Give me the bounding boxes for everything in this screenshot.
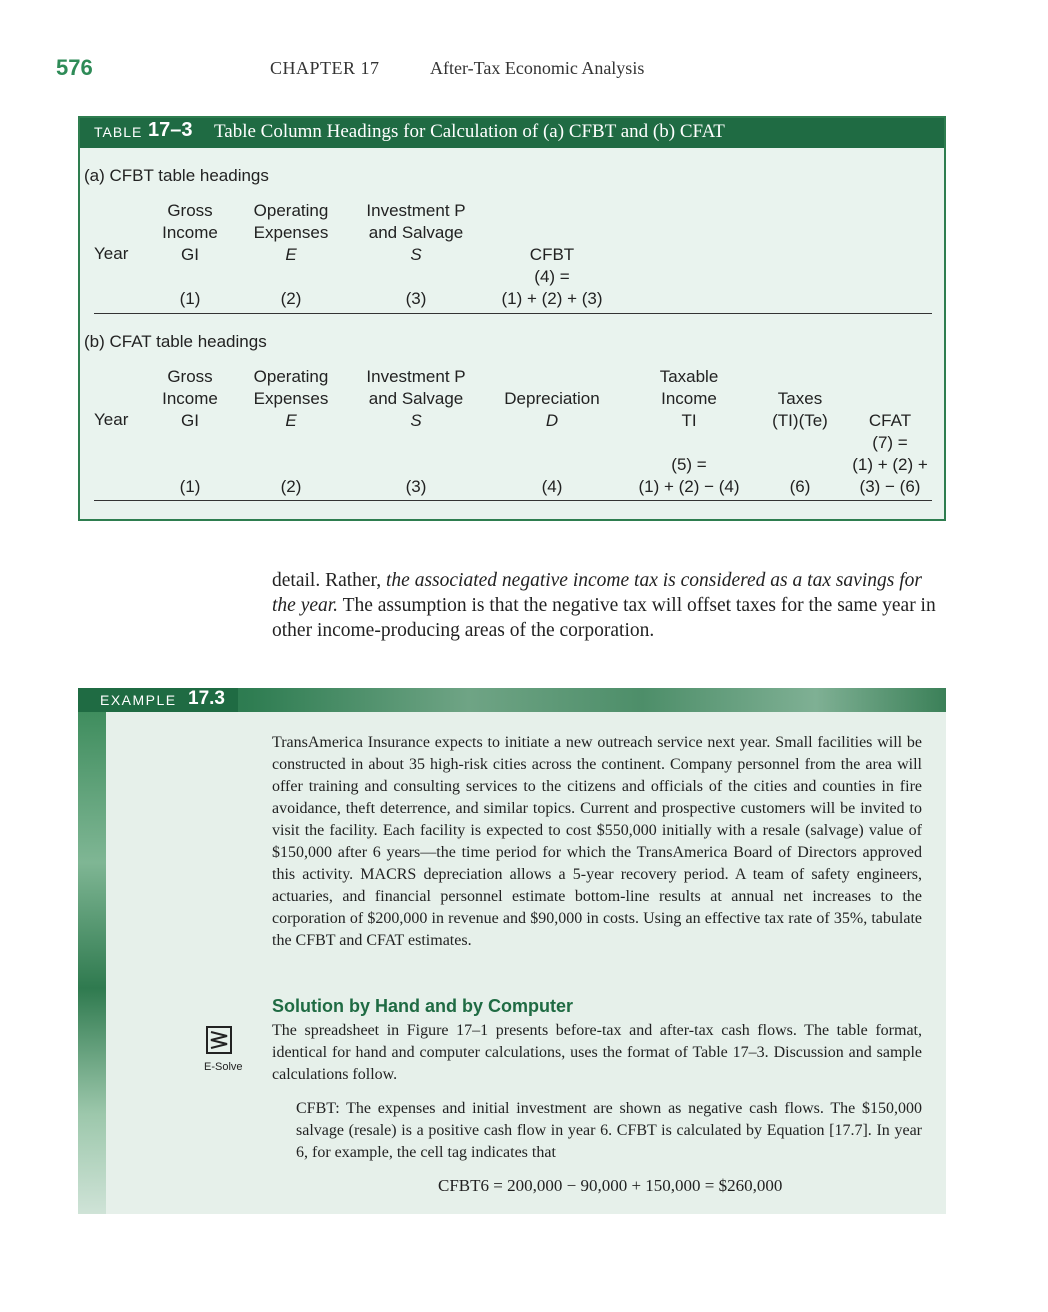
chapter-label: CHAPTER 17 bbox=[270, 58, 380, 78]
e-solve-label: E-Solve bbox=[204, 1061, 243, 1073]
cfbt-equation: CFBT6 = 200,000 − 90,000 + 150,000 = $260,000 bbox=[438, 1176, 783, 1195]
part-b-taxable-line1: Taxable bbox=[659, 367, 719, 386]
example-17-3 bbox=[78, 688, 946, 1214]
part-a-title: (a) CFBT table headings bbox=[84, 166, 269, 185]
part-b-gross-number: (1) bbox=[179, 477, 201, 496]
table-header-bar bbox=[80, 118, 944, 148]
detail-paragraph bbox=[272, 568, 947, 643]
part-a-operating-symbol: E bbox=[285, 245, 297, 264]
decorative-side-stripe bbox=[78, 712, 106, 1214]
part-b-taxable-line4: (5) = bbox=[671, 455, 707, 474]
part-a-operating-line1: Operating bbox=[253, 201, 329, 220]
part-b-gross-line2: Income bbox=[162, 389, 218, 408]
part-b-taxable-line2: Income bbox=[661, 389, 717, 408]
part-b-taxes-number: (6) bbox=[789, 477, 811, 496]
part-b-taxable-symbol: TI bbox=[681, 411, 697, 430]
part-a-investment-line2: and Salvage bbox=[368, 223, 464, 242]
part-b-rule bbox=[94, 500, 932, 501]
example-tab bbox=[78, 688, 238, 712]
part-b-cfat-line3: (1) + (2) + bbox=[852, 455, 928, 474]
part-a-gross-line1: Gross bbox=[167, 201, 213, 220]
part-b-investment-symbol: S bbox=[410, 411, 422, 430]
part-b-operating-line2: Expenses bbox=[253, 389, 329, 408]
part-a-year-header: Year bbox=[94, 244, 129, 263]
part-b-year-header: Year bbox=[94, 410, 129, 429]
detail-rest: The assumption is that the negative tax will offset taxes for the same year in other income-producing areas of the corporation. bbox=[272, 595, 936, 641]
detail-italic: the associated negative income tax is considered as a tax savings for the year. bbox=[272, 570, 922, 616]
solution-heading: Solution by Hand and by Computer bbox=[272, 996, 573, 1016]
part-b-cfat-line1: CFAT bbox=[868, 411, 912, 430]
part-b-depreciation-symbol: D bbox=[545, 411, 559, 430]
part-b-operating-number: (2) bbox=[280, 477, 302, 496]
part-b-taxes-formula: (TI)(Te) bbox=[772, 411, 828, 430]
part-b-depreciation-number: (4) bbox=[541, 477, 563, 496]
example-label: EXAMPLE bbox=[100, 692, 177, 708]
part-b-cfat-line2: (7) = bbox=[872, 433, 908, 452]
table-number: 17–3 bbox=[148, 119, 193, 141]
cfbt-paragraph: CFBT: The expenses and initial investment are shown as negative cash flows. The $150,000 salvage (resale) is a positive cash flow in year 6. CFBT is calculated by Equation [17.7]. In year 6, for example, the cell tag indicates that bbox=[296, 1100, 922, 1161]
part-a-cfbt-line3: (1) + (2) + (3) bbox=[501, 289, 603, 308]
part-b-investment-line1: Investment P bbox=[366, 367, 466, 386]
part-b-investment-number: (3) bbox=[405, 477, 427, 496]
part-a-operating-line2: Expenses bbox=[253, 223, 329, 242]
table-17-3 bbox=[78, 116, 946, 521]
part-b-depreciation-line1: Depreciation bbox=[504, 389, 600, 408]
e-solve-icon bbox=[206, 1026, 232, 1054]
part-a-investment-number: (3) bbox=[405, 289, 427, 308]
table-label: TABLE bbox=[94, 124, 143, 140]
chapter-title: After-Tax Economic Analysis bbox=[430, 58, 645, 78]
part-b-operating-symbol: E bbox=[285, 411, 297, 430]
solution-text: The spreadsheet in Figure 17–1 presents before-tax and after-tax cash flows. The table format, identical for hand and computer calculations, uses the format of Table 17–3. Discussion and sample calculations follow. bbox=[272, 1022, 922, 1083]
table-caption: Table Column Headings for Calculation of (a) CFBT and (b) CFAT bbox=[214, 121, 725, 142]
part-a-investment-symbol: S bbox=[410, 245, 422, 264]
example-number: 17.3 bbox=[188, 688, 225, 709]
part-a-rule bbox=[94, 313, 932, 314]
part-a-gross-line2: Income bbox=[162, 223, 218, 242]
part-b-title: (b) CFAT table headings bbox=[84, 332, 267, 351]
part-a-operating-number: (2) bbox=[280, 289, 302, 308]
part-a-gross-number: (1) bbox=[179, 289, 201, 308]
page-number: 576 bbox=[56, 55, 93, 80]
part-b-gross-symbol: GI bbox=[181, 411, 199, 430]
part-b-operating-line1: Operating bbox=[253, 367, 329, 386]
part-b-taxes-line1: Taxes bbox=[777, 389, 823, 408]
part-a-cfbt-line1: CFBT bbox=[529, 245, 575, 264]
example-problem-text: TransAmerica Insurance expects to initiate a new outreach service next year. Small facilities will be constructed in about 35 high-risk cities across the continent. Company personnel from the area will offer training and consulting services to the citizens and officials of the cities and counties in fire avoidance, theft deterrence, and similar topics. Current and prospective customers will be invited to visit the facility. Each facility is expected to cost $550,000 initially with a resale (salvage) value of $150,000 after 6 years—the time period for which the TransAmerica Board of Directors approved this activity. MACRS depreciation allows a 5-year recovery period. A team of safety engineers, actuaries, and financial personnel estimate bottom-line results at annual net increases to the corporation of $200,000 in revenue and $90,000 in costs. Using an effective tax rate of 35%, tabulate the CFBT and CFAT estimates. bbox=[272, 734, 922, 949]
part-b-investment-line2: and Salvage bbox=[368, 389, 464, 408]
detail-lead: detail. Rather, bbox=[272, 570, 387, 591]
part-b-gross-line1: Gross bbox=[167, 367, 213, 386]
part-a-cfbt-line2: (4) = bbox=[534, 267, 570, 286]
part-b-taxable-line5: (1) + (2) − (4) bbox=[638, 477, 740, 496]
part-a-investment-line1: Investment P bbox=[366, 201, 466, 220]
part-b-cfat-line4: (3) − (6) bbox=[859, 477, 921, 496]
part-a-gross-symbol: GI bbox=[181, 245, 199, 264]
